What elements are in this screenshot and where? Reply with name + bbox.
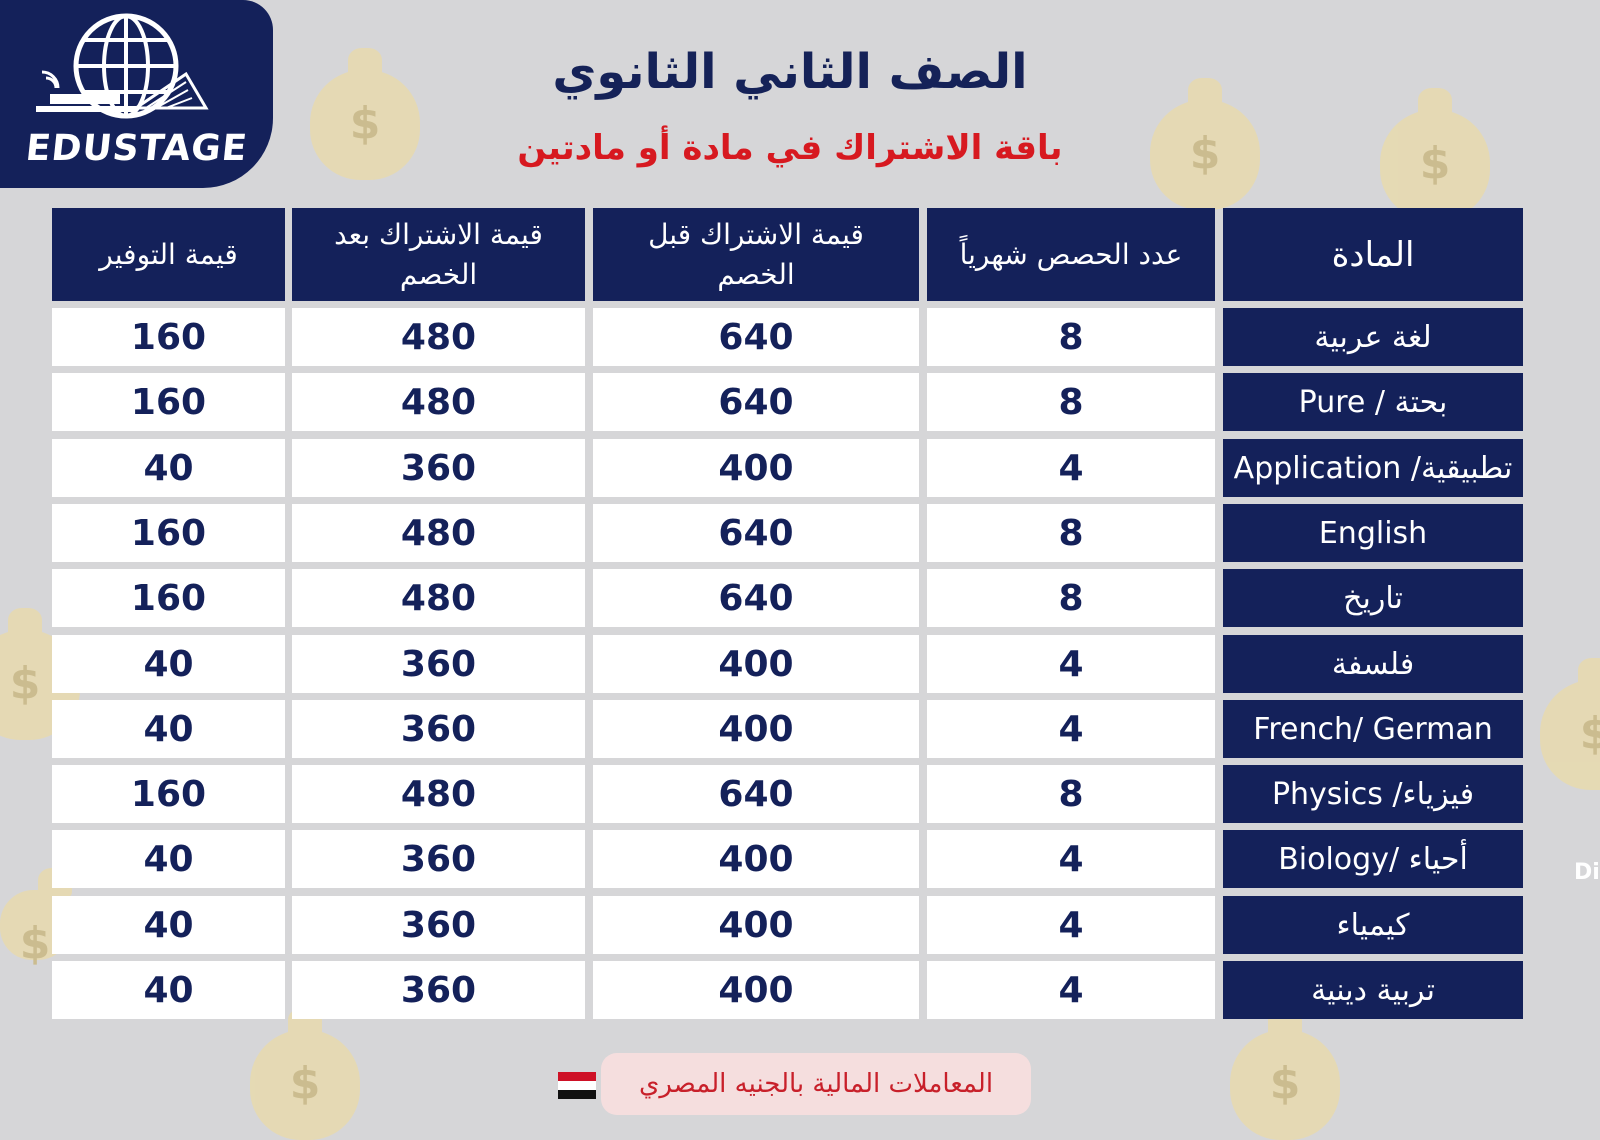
subject-cell: لغة عربية [1223,308,1523,366]
column-header-after: قيمة الاشتراك بعد الخصم [292,208,585,301]
saving-cell: 40 [52,635,285,693]
page-title: الصف الثاني الثانوي [552,44,1028,100]
egypt-flag-icon [558,1072,596,1099]
after-cell: 480 [292,569,585,627]
column-header-before: قيمة الاشتراك قبل الخصم [593,208,919,301]
saving-cell: 160 [52,569,285,627]
subject-cell: أحياء /Biology [1223,830,1523,888]
after-cell: 360 [292,439,585,497]
subject-cell: French/ German [1223,700,1523,758]
saving-cell: 160 [52,308,285,366]
saving-cell: 160 [52,765,285,823]
sessions-cell: 4 [927,961,1215,1019]
sessions-cell: 8 [927,569,1215,627]
after-cell: 360 [292,961,585,1019]
before-cell: 640 [593,569,919,627]
money-bag-icon [1150,100,1260,210]
currency-note-text: المعاملات المالية بالجنيه المصري [638,1069,994,1099]
money-bag-icon [1380,110,1490,220]
column-header-saving: قيمة التوفير [52,208,285,301]
logo [0,0,273,188]
sessions-cell: 4 [927,635,1215,693]
before-cell: 640 [593,504,919,562]
after-cell: 480 [292,373,585,431]
saving-cell: 40 [52,830,285,888]
sessions-cell: 8 [927,504,1215,562]
sessions-cell: 4 [927,830,1215,888]
before-cell: 640 [593,765,919,823]
column-header-sessions: عدد الحصص شهرياً [927,208,1215,301]
subject-cell: كيمياء [1223,896,1523,954]
subject-cell: بحتة / Pure [1223,373,1523,431]
logo-text: EDUSTAGE [23,128,250,169]
after-cell: 360 [292,700,585,758]
before-cell: 400 [593,830,919,888]
money-bag-icon [310,70,420,180]
sessions-cell: 4 [927,700,1215,758]
before-cell: 640 [593,373,919,431]
subject-cell: English [1223,504,1523,562]
subject-cell: تاريخ [1223,569,1523,627]
before-cell: 400 [593,896,919,954]
page-subtitle: باقة الاشتراك في مادة أو مادتين [517,128,1063,168]
saving-cell: 160 [52,504,285,562]
after-cell: 360 [292,635,585,693]
subject-cell: فلسفة [1223,635,1523,693]
after-cell: 480 [292,308,585,366]
money-bag-icon [1540,680,1600,790]
after-cell: 360 [292,896,585,954]
saving-cell: 40 [52,439,285,497]
currency-note [601,1053,1031,1115]
saving-cell: 40 [52,700,285,758]
saving-cell: 40 [52,896,285,954]
after-cell: 360 [292,830,585,888]
saving-cell: 160 [52,373,285,431]
edge-text: Di [1574,860,1600,885]
subject-cell: فيزياء/ Physics [1223,765,1523,823]
saving-cell: 40 [52,961,285,1019]
column-header-subject: المادة [1223,208,1523,301]
before-cell: 400 [593,635,919,693]
sessions-cell: 4 [927,439,1215,497]
before-cell: 400 [593,439,919,497]
before-cell: 400 [593,700,919,758]
sessions-cell: 8 [927,765,1215,823]
after-cell: 480 [292,765,585,823]
money-bag-icon [1230,1030,1340,1140]
before-cell: 400 [593,961,919,1019]
before-cell: 640 [593,308,919,366]
sessions-cell: 4 [927,896,1215,954]
after-cell: 480 [292,504,585,562]
subject-cell: تطبيقية/ Application [1223,439,1523,497]
laptop-book-icon [36,68,216,118]
sessions-cell: 8 [927,373,1215,431]
money-bag-icon [250,1030,360,1140]
subject-cell: تربية دينية [1223,961,1523,1019]
sessions-cell: 8 [927,308,1215,366]
